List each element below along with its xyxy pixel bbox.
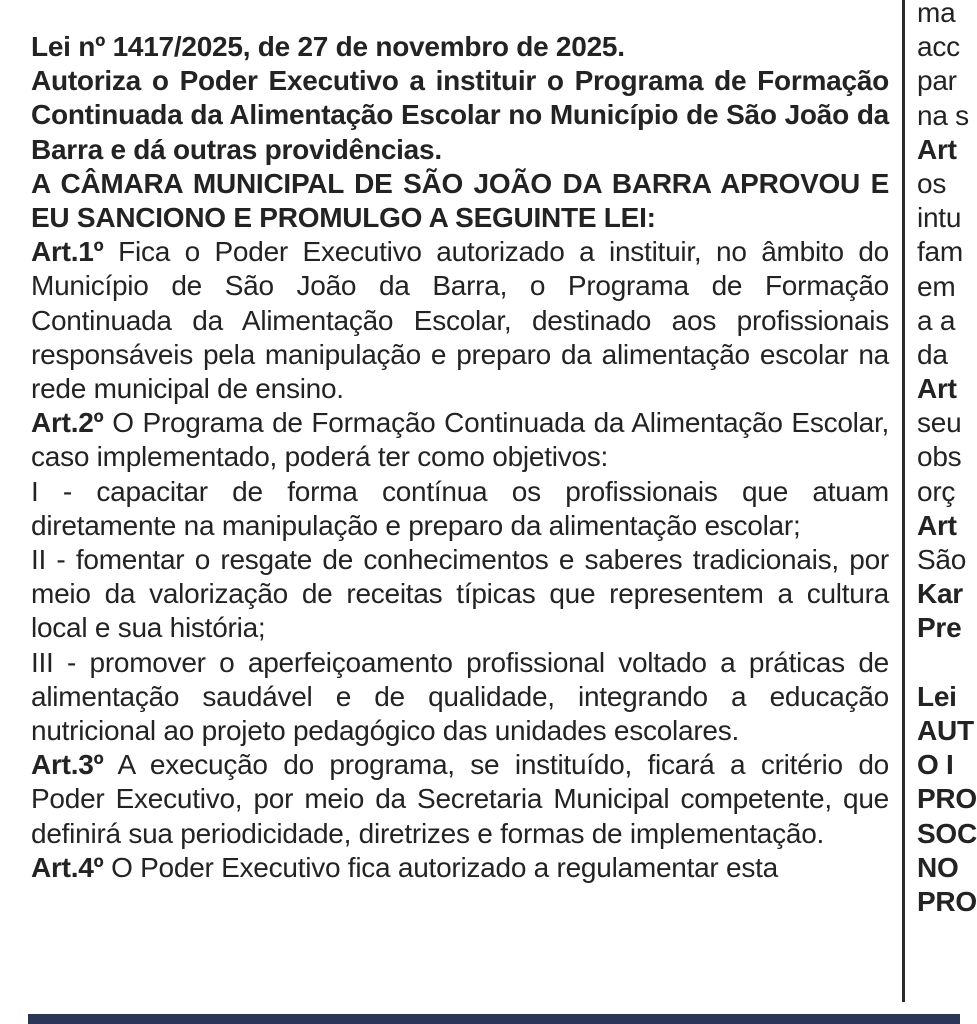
enactment-formula: A CÂMARA MUNICIPAL DE SÃO JOÃO DA BARRA APROVOU E EU SANCIONO E PROMULGO A SEGUINTE LEI: (31, 167, 889, 234)
fragment-line: AUT (917, 714, 974, 746)
fragment-line: par (917, 65, 957, 97)
article-1 (31, 235, 889, 406)
article-text: A execução do programa, se instituído, ficará a critério do Poder Executivo, por meio da Secretaria Municipal competente, que definirá sua periodicidade, diretrizes e formas de implementação. (31, 749, 889, 849)
fragment-line: os (917, 167, 947, 199)
item-ii: II - fomentar o resgate de conhecimentos e saberes tradicionais, por meio da valorização de receitas típicas que representem a cultura local e sua história; (31, 544, 889, 644)
fragment-line: PRO (917, 885, 977, 917)
law-summary: Autoriza o Poder Executivo a instituir o Programa de Formação Continuada da Alimentação Escolar no Município de São João da Barra e dá outras providências. (31, 65, 889, 165)
fragment-line: Lei (917, 680, 957, 712)
fragment-line: Art (917, 373, 957, 405)
fragment-line: na s (917, 99, 969, 131)
article-text: O Poder Executivo fica autorizado a regulamentar esta (111, 851, 778, 883)
article-text: Fica o Poder Executivo autorizado a instituir, no âmbito do Município de São João da Barra, o Programa de Formação Continuada da Alimentação Escolar, destinado aos profissionais responsáveis pela manipulação e preparo da alimentação escolar na rede municipal de ensino. (31, 236, 890, 405)
fragment-line: Kar (917, 578, 963, 610)
fragment-line: a a (917, 304, 956, 336)
article-4 (31, 851, 889, 885)
fragment-line: Art (917, 133, 957, 165)
fragment-line: seu (917, 407, 962, 439)
article-label: Art.3º (31, 749, 104, 781)
fragment-line: fam (917, 236, 963, 268)
fragment-line: ma (917, 0, 956, 28)
item-i: I - capacitar de forma contínua os profissionais que atuam diretamente na manipulação e preparo da alimentação escolar; (31, 475, 889, 541)
law-text-column (31, 30, 889, 885)
article-label: Art.2º (31, 407, 104, 439)
fragment-line: intu (917, 202, 962, 234)
fragment-line: orç (917, 475, 956, 507)
article-3 (31, 748, 889, 851)
fragment-line: Pre (917, 612, 962, 644)
fragment-line: Art (917, 509, 957, 541)
article-2 (31, 406, 889, 474)
item-iii: III - promover o aperfeiçoamento profissional voltado a práticas de alimentação saudável e de qualidade, integrando a educação nutricional ao projeto pedagógico das unidades escolares. (31, 646, 889, 747)
article-label: Art.4º (31, 851, 104, 883)
fragment-line: SOC (917, 817, 977, 849)
fragment-line (917, 646, 977, 680)
law-heading: Lei nº 1417/2025, de 27 de novembro de 2025. (31, 31, 625, 62)
fragment-line: acc (917, 31, 960, 63)
article-label: Art.1º (31, 236, 104, 268)
fragment-line: em (917, 270, 956, 302)
fragment-line: São (917, 544, 967, 575)
fragment-line: obs (917, 441, 962, 473)
fragment-line: NO (917, 851, 959, 883)
fragment-line: PRO (917, 783, 977, 815)
fragment-line: O I (917, 749, 954, 781)
footer-bar (28, 1014, 960, 1024)
article-text: O Programa de Formação Continuada da Alimentação Escolar, caso implementado, poderá ter como objetivos: (31, 407, 889, 473)
next-column-fragment (917, 0, 977, 919)
column-divider (902, 0, 905, 1002)
fragment-line: da (917, 338, 948, 370)
